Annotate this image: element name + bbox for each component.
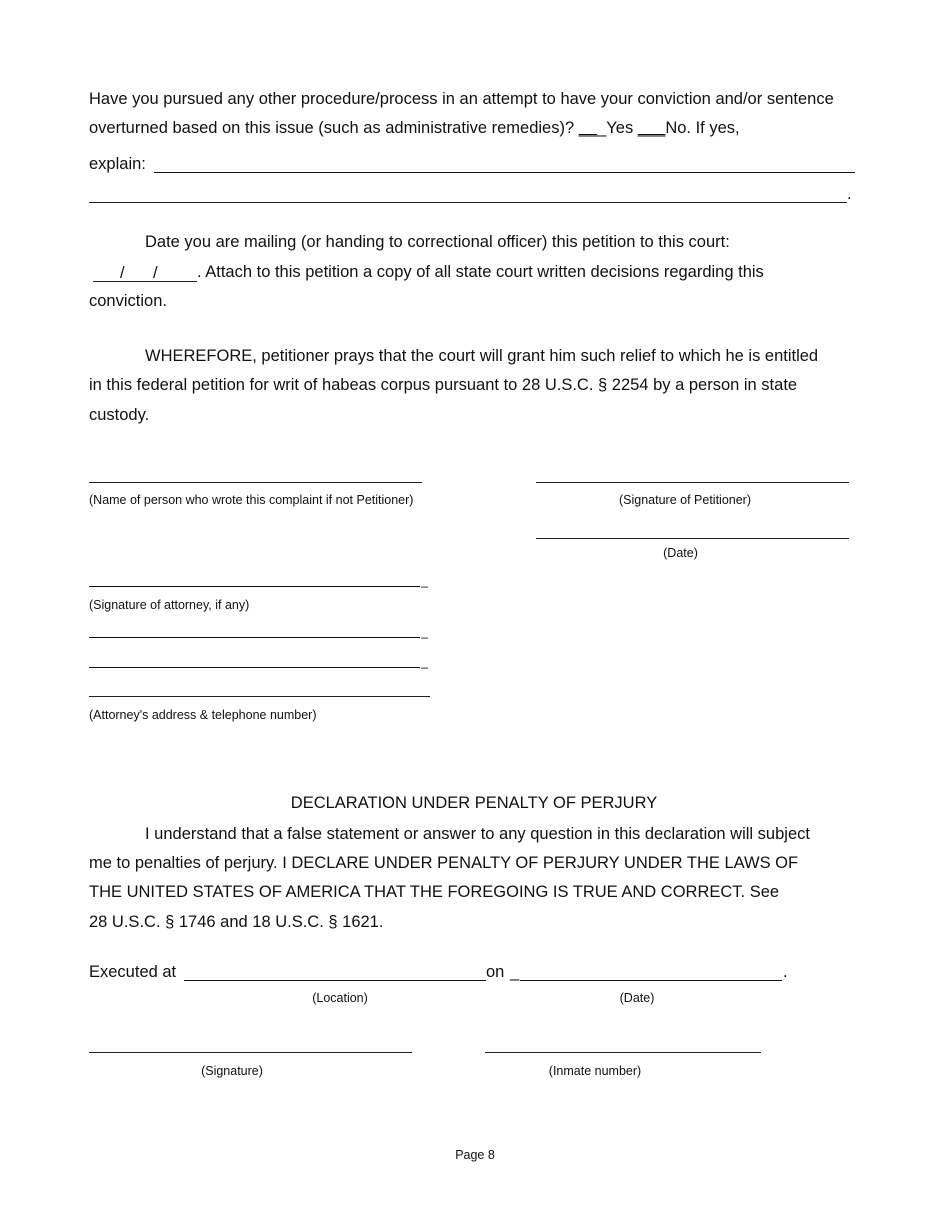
inmate-number-line[interactable] xyxy=(485,1052,761,1053)
signature-label: (Signature) xyxy=(201,1064,263,1078)
mailing-line1: Date you are mailing (or handing to correctional officer) this petition to this court: xyxy=(145,233,730,251)
execution-date-field[interactable] xyxy=(520,980,782,981)
no-label: No. If yes, xyxy=(665,119,740,137)
declaration-line2: me to penalties of perjury. I DECLARE UNDER PENALTY OF PERJURY UNDER THE LAWS OF xyxy=(89,854,799,872)
inmate-number-label: (Inmate number) xyxy=(548,1064,642,1078)
signature-line[interactable] xyxy=(89,1052,412,1053)
executed-at-label: Executed at xyxy=(89,963,177,981)
explain-field-line1[interactable] xyxy=(154,172,855,173)
declaration-line3: THE UNITED STATES OF AMERICA THAT THE FOREGOING IS TRUE AND CORRECT. See xyxy=(89,883,780,901)
wherefore-line3: custody. xyxy=(89,406,150,424)
mailing-line3: conviction. xyxy=(89,292,167,310)
date-separator-1: / xyxy=(120,264,125,282)
mailing-line2 xyxy=(93,262,764,282)
attach-instruction: . Attach to this petition a copy of all state court written decisions regarding this xyxy=(197,263,764,281)
petitioner-signature-label: (Signature of Petitioner) xyxy=(618,493,751,507)
explain-end-period: . xyxy=(847,185,852,203)
attorney-signature-underscore: _ xyxy=(421,574,428,588)
attorney-signature-label: (Signature of attorney, if any) xyxy=(89,598,250,612)
on-underscore: _ xyxy=(510,963,520,981)
yes-label: _Yes xyxy=(597,119,638,137)
yes-blank[interactable]: __ xyxy=(578,119,598,137)
declaration-heading: DECLARATION UNDER PENALTY OF PERJURY xyxy=(290,794,658,812)
petitioner-date-label: (Date) xyxy=(663,546,698,560)
location-field[interactable] xyxy=(184,980,486,981)
attorney-address-underscore-2: _ xyxy=(421,655,428,669)
attorney-address-line3[interactable] xyxy=(89,696,430,697)
attorney-address-label: (Attorney's address & telephone number) xyxy=(89,708,317,722)
execution-end-period: . xyxy=(783,963,788,981)
explain-field-line2[interactable] xyxy=(89,202,847,203)
no-blank[interactable]: ___ xyxy=(637,119,666,137)
attorney-signature-line[interactable] xyxy=(89,586,420,587)
explain-label: explain: xyxy=(89,155,146,173)
prior-procedure-line1: Have you pursued any other procedure/process in an attempt to have your conviction and/or sentence xyxy=(89,90,834,108)
wherefore-line1: WHEREFORE, petitioner prays that the court will grant him such relief to which he is entitled xyxy=(145,347,819,365)
location-label: (Location) xyxy=(312,991,368,1005)
prior-procedure-question: overturned based on this issue (such as administrative remedies)? xyxy=(89,119,579,137)
execution-date-label: (Date) xyxy=(619,991,655,1005)
attorney-address-line1[interactable] xyxy=(89,637,420,638)
prior-procedure-line2 xyxy=(89,118,740,138)
page-number: Page 8 xyxy=(455,1148,495,1162)
wherefore-line2: in this federal petition for writ of habeas corpus pursuant to 28 U.S.C. § 2254 by a person in state xyxy=(89,376,798,394)
declaration-line1: I understand that a false statement or answer to any question in this declaration will subject xyxy=(145,825,810,843)
on-label: on xyxy=(486,963,505,981)
attorney-address-underscore-1: _ xyxy=(421,625,428,639)
declaration-line4: 28 U.S.C. § 1746 and 18 U.S.C. § 1621. xyxy=(89,913,384,931)
petitioner-signature-line[interactable] xyxy=(536,482,849,483)
attorney-address-line2[interactable] xyxy=(89,667,420,668)
date-separator-2: / xyxy=(153,264,158,282)
writer-name-label: (Name of person who wrote this complaint if not Petitioner) xyxy=(89,493,414,507)
petitioner-date-line[interactable] xyxy=(536,538,849,539)
mailing-date-field[interactable] xyxy=(93,263,197,282)
writer-name-line[interactable] xyxy=(89,482,422,483)
